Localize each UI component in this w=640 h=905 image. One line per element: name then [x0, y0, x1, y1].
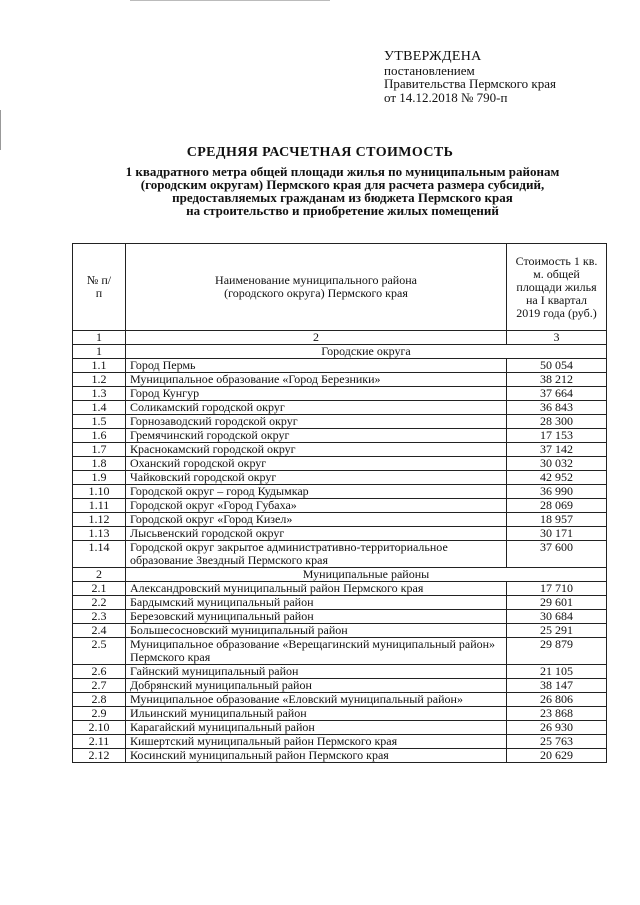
row-value: 25 291 — [507, 624, 607, 638]
row-value: 18 957 — [507, 513, 607, 527]
row-value: 23 868 — [507, 707, 607, 721]
row-value: 50 054 — [507, 359, 607, 373]
row-value: 28 300 — [507, 415, 607, 429]
row-value: 38 147 — [507, 679, 607, 693]
column-index: 3 — [507, 331, 607, 345]
table-row — [73, 457, 607, 471]
row-value: 17 153 — [507, 429, 607, 443]
row-name: Кишертский муниципальный район Пермского края — [126, 735, 507, 749]
row-value: 21 105 — [507, 665, 607, 679]
row-name: Краснокамский городской округ — [126, 443, 507, 457]
row-name: Бардымский муниципальный район — [126, 596, 507, 610]
row-name: Муниципальное образование «Верещагинский муниципальный район» Пермского края — [126, 638, 507, 665]
row-number: 1.6 — [73, 429, 126, 443]
table-row — [73, 735, 607, 749]
row-name: Александровский муниципальный район Пермского края — [126, 582, 507, 596]
scan-artifact-top — [130, 0, 330, 1]
row-value: 37 664 — [507, 387, 607, 401]
table-row — [73, 443, 607, 457]
row-number: 1.1 — [73, 359, 126, 373]
row-name: Городской округ закрытое административно-территориальное образование Звездный Пермского края — [126, 541, 507, 568]
header-cost: Стоимость 1 кв. м. общей площади жилья на I квартал 2019 года (руб.) — [507, 244, 607, 331]
row-number: 1.13 — [73, 527, 126, 541]
row-value: 30 171 — [507, 527, 607, 541]
row-number: 1.3 — [73, 387, 126, 401]
table-row — [73, 527, 607, 541]
row-value: 25 763 — [507, 735, 607, 749]
row-name: Гайнский муниципальный район — [126, 665, 507, 679]
row-number: 2.6 — [73, 665, 126, 679]
subtitle-line: (городским округам) Пермского края для расчета размера субсидий, — [140, 177, 545, 192]
row-name: Муниципальное образование «Город Березники» — [126, 373, 507, 387]
header-name: Наименование муниципального района (городского округа) Пермского края — [126, 244, 507, 331]
row-name: Гремячинский городской округ — [126, 429, 507, 443]
row-value: 42 952 — [507, 471, 607, 485]
document-subtitle — [70, 165, 615, 217]
row-name: Соликамский городской округ — [126, 401, 507, 415]
row-name: Городской округ – город Кудымкар — [126, 485, 507, 499]
row-number: 1.11 — [73, 499, 126, 513]
row-value: 20 629 — [507, 749, 607, 763]
row-value: 29 601 — [507, 596, 607, 610]
row-name: Городской округ «Город Губаха» — [126, 499, 507, 513]
row-number: 1.5 — [73, 415, 126, 429]
row-number: 2.11 — [73, 735, 126, 749]
table-row — [73, 513, 607, 527]
approval-line: от 14.12.2018 № 790-п — [384, 89, 508, 105]
row-number: 2.3 — [73, 610, 126, 624]
table-row — [73, 707, 607, 721]
table-row — [73, 415, 607, 429]
row-value: 29 879 — [507, 638, 607, 665]
row-name: Город Кунгур — [126, 387, 507, 401]
row-name: Оханский городской округ — [126, 457, 507, 471]
subtitle-line: 1 квадратного метра общей площади жилья по муниципальным районам — [125, 164, 560, 179]
row-name: Косинский муниципальный район Пермского края — [126, 749, 507, 763]
row-number: 1.7 — [73, 443, 126, 457]
table-row — [73, 582, 607, 596]
table-row — [73, 693, 607, 707]
row-name: Добрянский муниципальный район — [126, 679, 507, 693]
approval-line: постановлением — [384, 62, 475, 78]
approval-stamp — [384, 50, 556, 104]
header-num: № п/п — [73, 244, 126, 331]
approval-line: УТВЕРЖДЕНА — [384, 49, 482, 64]
row-number: 2.9 — [73, 707, 126, 721]
table-row — [73, 387, 607, 401]
table-row — [73, 373, 607, 387]
table-row — [73, 596, 607, 610]
row-value: 36 990 — [507, 485, 607, 499]
row-number: 2.5 — [73, 638, 126, 665]
table-row — [73, 359, 607, 373]
row-name: Горнозаводский городской округ — [126, 415, 507, 429]
row-number: 2.2 — [73, 596, 126, 610]
row-name: Городской округ «Город Кизел» — [126, 513, 507, 527]
row-name: Город Пермь — [126, 359, 507, 373]
row-value: 38 212 — [507, 373, 607, 387]
table-row — [73, 749, 607, 763]
section-row — [73, 568, 607, 582]
row-number: 1.4 — [73, 401, 126, 415]
row-name: Ильинский муниципальный район — [126, 707, 507, 721]
row-number: 1.10 — [73, 485, 126, 499]
row-number: 2.12 — [73, 749, 126, 763]
row-value: 30 032 — [507, 457, 607, 471]
subtitle-line: на строительство и приобретение жилых помещений — [186, 203, 499, 218]
table-row — [73, 721, 607, 735]
document-title: СРЕДНЯЯ РАСЧЕТНАЯ СТОИМОСТЬ — [186, 145, 454, 160]
table-row — [73, 429, 607, 443]
row-value: 37 600 — [507, 541, 607, 568]
row-name: Чайковский городской округ — [126, 471, 507, 485]
row-number: 2.10 — [73, 721, 126, 735]
row-name: Большесосновский муниципальный район — [126, 624, 507, 638]
table-row — [73, 679, 607, 693]
row-name: Муниципальное образование «Еловский муниципальный район» — [126, 693, 507, 707]
approval-line: Правительства Пермского края — [384, 76, 556, 91]
table-row — [73, 401, 607, 415]
column-index: 2 — [126, 331, 507, 345]
scan-artifact-left-edge — [0, 110, 1, 150]
column-index: 1 — [73, 331, 126, 345]
table-row — [73, 471, 607, 485]
row-number: 2.8 — [73, 693, 126, 707]
cost-table — [72, 243, 607, 763]
section-row — [73, 345, 607, 359]
row-number: 1.8 — [73, 457, 126, 471]
header-row — [73, 244, 607, 331]
subtitle-line: предоставляемых гражданам из бюджета Пермского края — [172, 190, 513, 205]
table-row — [73, 499, 607, 513]
row-value: 28 069 — [507, 499, 607, 513]
column-index-row — [73, 331, 607, 345]
section-title: Муниципальные районы — [126, 568, 607, 582]
row-value: 30 684 — [507, 610, 607, 624]
table-row — [73, 485, 607, 499]
row-name: Лысьвенский городской округ — [126, 527, 507, 541]
row-value: 36 843 — [507, 401, 607, 415]
row-name: Карагайский муниципальный район — [126, 721, 507, 735]
table-row — [73, 638, 607, 665]
row-number: 2.7 — [73, 679, 126, 693]
section-number: 2 — [73, 568, 126, 582]
row-number: 2.4 — [73, 624, 126, 638]
table-row — [73, 665, 607, 679]
table-row — [73, 624, 607, 638]
row-number: 1.12 — [73, 513, 126, 527]
row-name: Березовский муниципальный район — [126, 610, 507, 624]
table-row — [73, 610, 607, 624]
row-value: 37 142 — [507, 443, 607, 457]
row-number: 1.2 — [73, 373, 126, 387]
section-title: Городские округа — [126, 345, 607, 359]
table-row — [73, 541, 607, 568]
row-number: 1.9 — [73, 471, 126, 485]
row-value: 26 806 — [507, 693, 607, 707]
row-value: 17 710 — [507, 582, 607, 596]
row-number: 2.1 — [73, 582, 126, 596]
row-number: 1.14 — [73, 541, 126, 568]
row-value: 26 930 — [507, 721, 607, 735]
section-number: 1 — [73, 345, 126, 359]
